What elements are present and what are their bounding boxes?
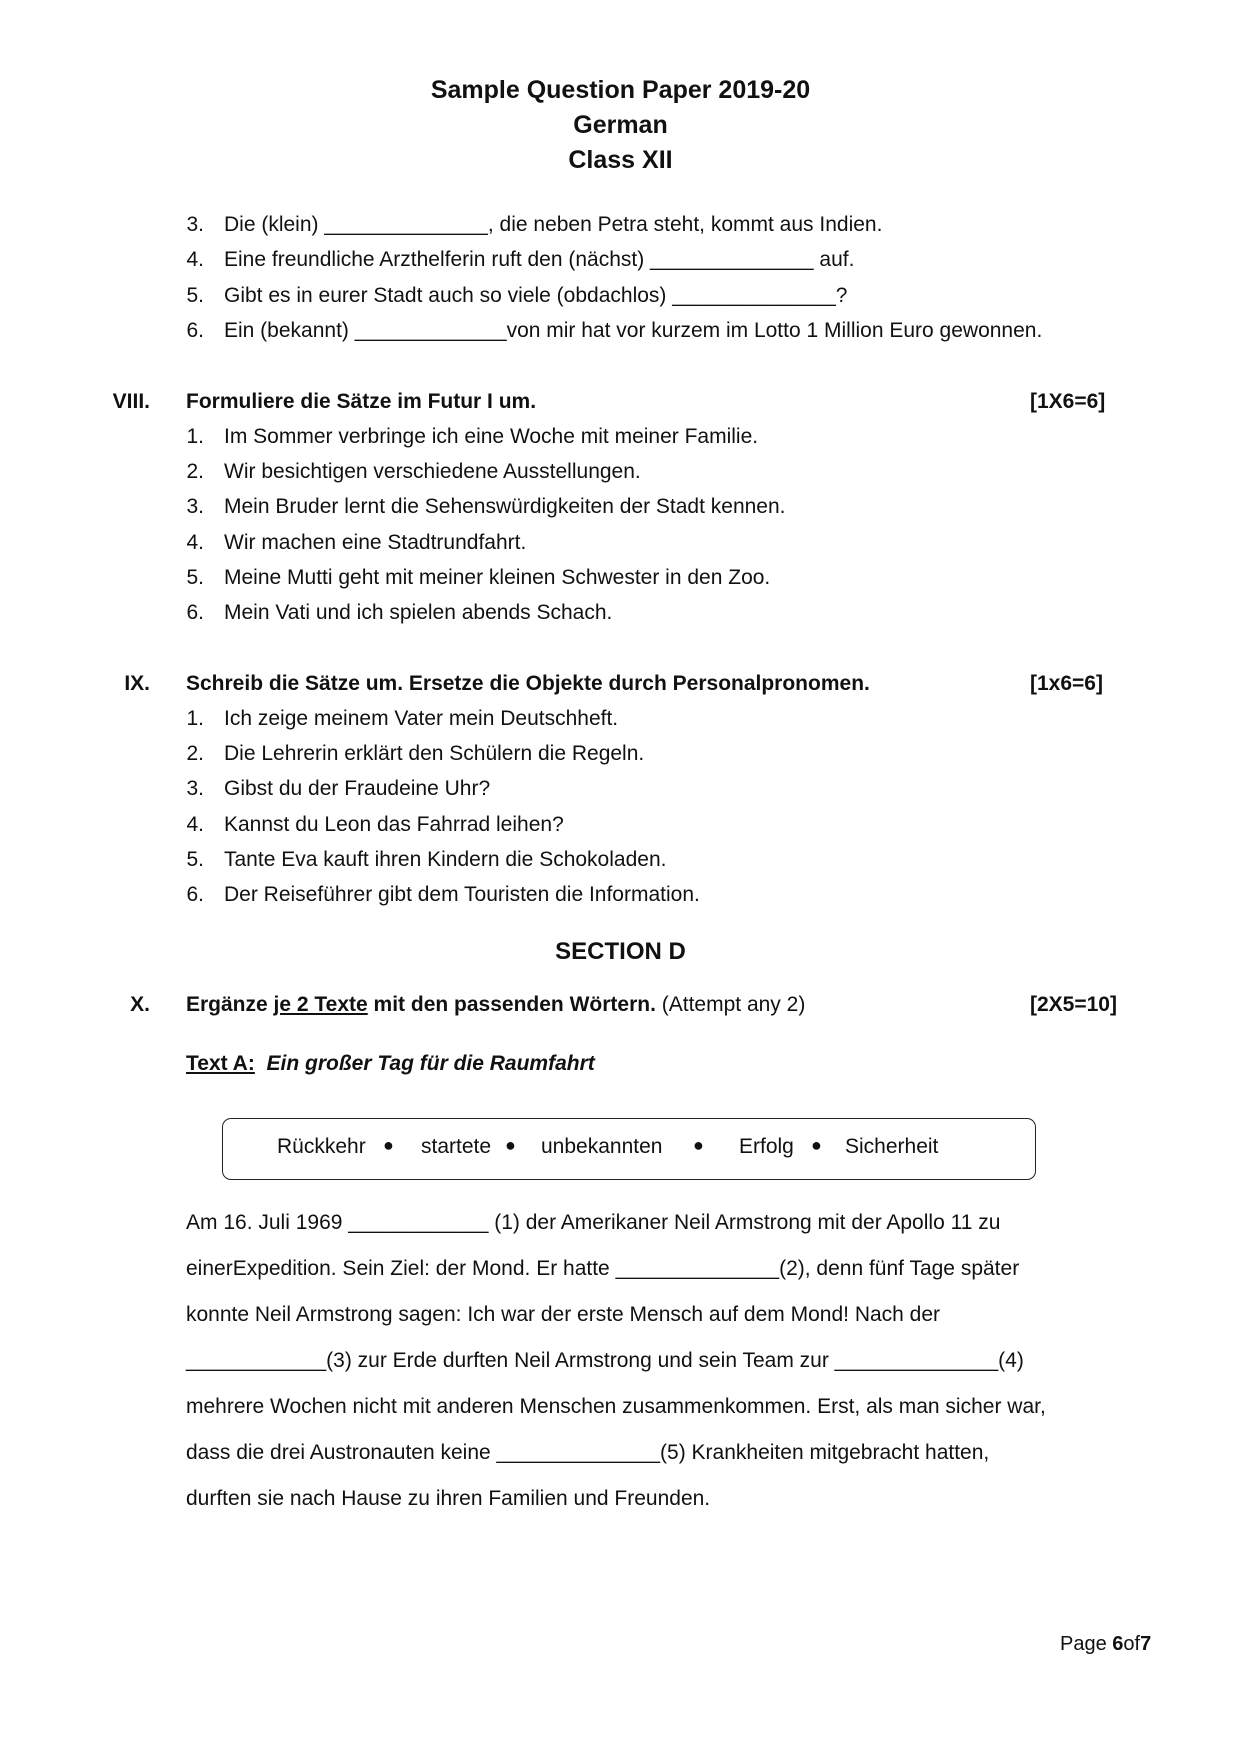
- item-text: Mein Vati und ich spielen abends Schach.: [224, 601, 613, 624]
- section-instruction: Formuliere die Sätze im Futur I um.: [186, 390, 537, 413]
- list-item: [0, 460, 1241, 486]
- word-box-word: Rückkehr: [277, 1135, 366, 1158]
- list-item: [0, 848, 1241, 874]
- list-item: [0, 495, 1241, 521]
- text-a-label: Text A:: [186, 1052, 255, 1075]
- list-item: [0, 883, 1241, 909]
- item-number: 6.: [186, 883, 204, 906]
- item-number: 3.: [186, 777, 204, 800]
- list-item: [0, 319, 1241, 345]
- page-number: [1060, 1633, 1151, 1656]
- page-prefix: Page: [1060, 1633, 1113, 1655]
- item-text: Die Lehrerin erklärt den Schülern die Regeln.: [224, 742, 645, 765]
- paragraph-line: mehrere Wochen nicht mit anderen Menschen zusammenkommen. Erst, als man sicher war,: [186, 1395, 1046, 1418]
- item-text: Die (klein) ______________, die neben Petra steht, kommt aus Indien.: [224, 213, 883, 236]
- bullet-icon: ●: [693, 1135, 704, 1155]
- list-item: [0, 707, 1241, 733]
- list-item: [0, 213, 1241, 239]
- list-item: [0, 601, 1241, 627]
- section-marks: [1X6=6]: [1030, 390, 1106, 413]
- section-marks: [2X5=10]: [1030, 993, 1117, 1016]
- text-a-heading: [186, 1052, 595, 1076]
- item-number: 6.: [186, 319, 204, 342]
- word-box-word: unbekannten: [541, 1135, 663, 1158]
- paper-title: Sample Question Paper 2019-20: [430, 76, 811, 104]
- item-number: 5.: [186, 848, 204, 871]
- paper-subject: German: [573, 111, 668, 139]
- paragraph-line: ____________(3) zur Erde durften Neil Armstrong und sein Team zur ______________(4): [186, 1349, 1024, 1372]
- instruction-underlined: je 2 Texte: [273, 993, 368, 1016]
- item-text: Wir machen eine Stadtrundfahrt.: [224, 531, 527, 554]
- item-number: 2.: [186, 742, 204, 765]
- word-box-word: Sicherheit: [845, 1135, 939, 1158]
- list-item: [0, 531, 1241, 557]
- item-text: Wir besichtigen verschiedene Ausstellungen.: [224, 460, 641, 483]
- paper-class: Class XII: [568, 146, 673, 174]
- paragraph-line: einerExpedition. Sein Ziel: der Mond. Er hatte ______________(2), denn fünf Tage später: [186, 1257, 1020, 1280]
- item-text: Kannst du Leon das Fahrrad leihen?: [224, 813, 564, 836]
- list-item: [0, 248, 1241, 274]
- item-text: Eine freundliche Arzthelferin ruft den (nächst) ______________ auf.: [224, 248, 855, 271]
- section-d-heading: SECTION D: [555, 938, 686, 965]
- list-item: [0, 566, 1241, 592]
- paragraph-line: durften sie nach Hause zu ihren Familien und Freunden.: [186, 1487, 711, 1510]
- list-item: [0, 284, 1241, 310]
- item-number: 4.: [186, 531, 204, 554]
- bullet-icon: ●: [383, 1135, 394, 1155]
- instruction-note: (Attempt any 2): [655, 993, 806, 1016]
- item-text: Meine Mutti geht mit meiner kleinen Schwester in den Zoo.: [224, 566, 771, 589]
- text-a-title: Ein großer Tag für die Raumfahrt: [266, 1052, 595, 1075]
- page-of: of: [1123, 1633, 1141, 1655]
- item-number: 5.: [186, 566, 204, 589]
- item-number: 6.: [186, 601, 204, 624]
- bullet-icon: ●: [811, 1135, 822, 1155]
- paragraph-line: konnte Neil Armstrong sagen: Ich war der erste Mensch auf dem Mond! Nach der: [186, 1303, 941, 1326]
- paragraph-line: Am 16. Juli 1969 ____________ (1) der Amerikaner Neil Armstrong mit der Apollo 11 zu: [186, 1211, 1001, 1234]
- word-box-word: startete: [421, 1135, 492, 1158]
- item-number: 1.: [186, 707, 204, 730]
- word-box: [222, 1118, 1036, 1180]
- list-item: [0, 742, 1241, 768]
- section-number: VIII.: [112, 390, 150, 413]
- item-text: Gibt es in eurer Stadt auch so viele (obdachlos) ______________?: [224, 284, 848, 307]
- item-number: 2.: [186, 460, 204, 483]
- section-number: IX.: [124, 672, 150, 695]
- list-item: [0, 777, 1241, 803]
- item-text: Im Sommer verbringe ich eine Woche mit meiner Familie.: [224, 425, 759, 448]
- item-number: 1.: [186, 425, 204, 448]
- item-number: 4.: [186, 248, 204, 271]
- item-text: Der Reiseführer gibt dem Touristen die Information.: [224, 883, 700, 906]
- section-number: X.: [130, 993, 150, 1016]
- list-item: [0, 425, 1241, 451]
- item-number: 3.: [186, 213, 204, 236]
- item-text: Mein Bruder lernt die Sehenswürdigkeiten der Stadt kennen.: [224, 495, 786, 518]
- item-text: Tante Eva kauft ihren Kindern die Schokoladen.: [224, 848, 667, 871]
- instruction-part: Ergänze: [186, 993, 274, 1016]
- item-text: Ich zeige meinem Vater mein Deutschheft.: [224, 707, 619, 730]
- page-total: 7: [1140, 1633, 1152, 1655]
- list-item: [0, 813, 1241, 839]
- item-number: 3.: [186, 495, 204, 518]
- item-number: 5.: [186, 284, 204, 307]
- bullet-icon: ●: [505, 1135, 516, 1155]
- page-current: 6: [1112, 1633, 1124, 1655]
- paragraph-line: dass die drei Austronauten keine ______________(5) Krankheiten mitgebracht hatten,: [186, 1441, 990, 1464]
- section-instruction: [186, 993, 805, 1017]
- item-number: 4.: [186, 813, 204, 836]
- section-marks: [1x6=6]: [1030, 672, 1103, 695]
- item-text: Gibst du der Fraudeine Uhr?: [224, 777, 491, 800]
- item-text: Ein (bekannt) _____________von mir hat vor kurzem im Lotto 1 Million Euro gewonnen.: [224, 319, 1043, 342]
- section-instruction: Schreib die Sätze um. Ersetze die Objekte durch Personalpronomen.: [186, 672, 870, 695]
- instruction-part: mit den passenden Wörtern.: [367, 993, 656, 1016]
- word-box-word: Erfolg: [739, 1135, 794, 1158]
